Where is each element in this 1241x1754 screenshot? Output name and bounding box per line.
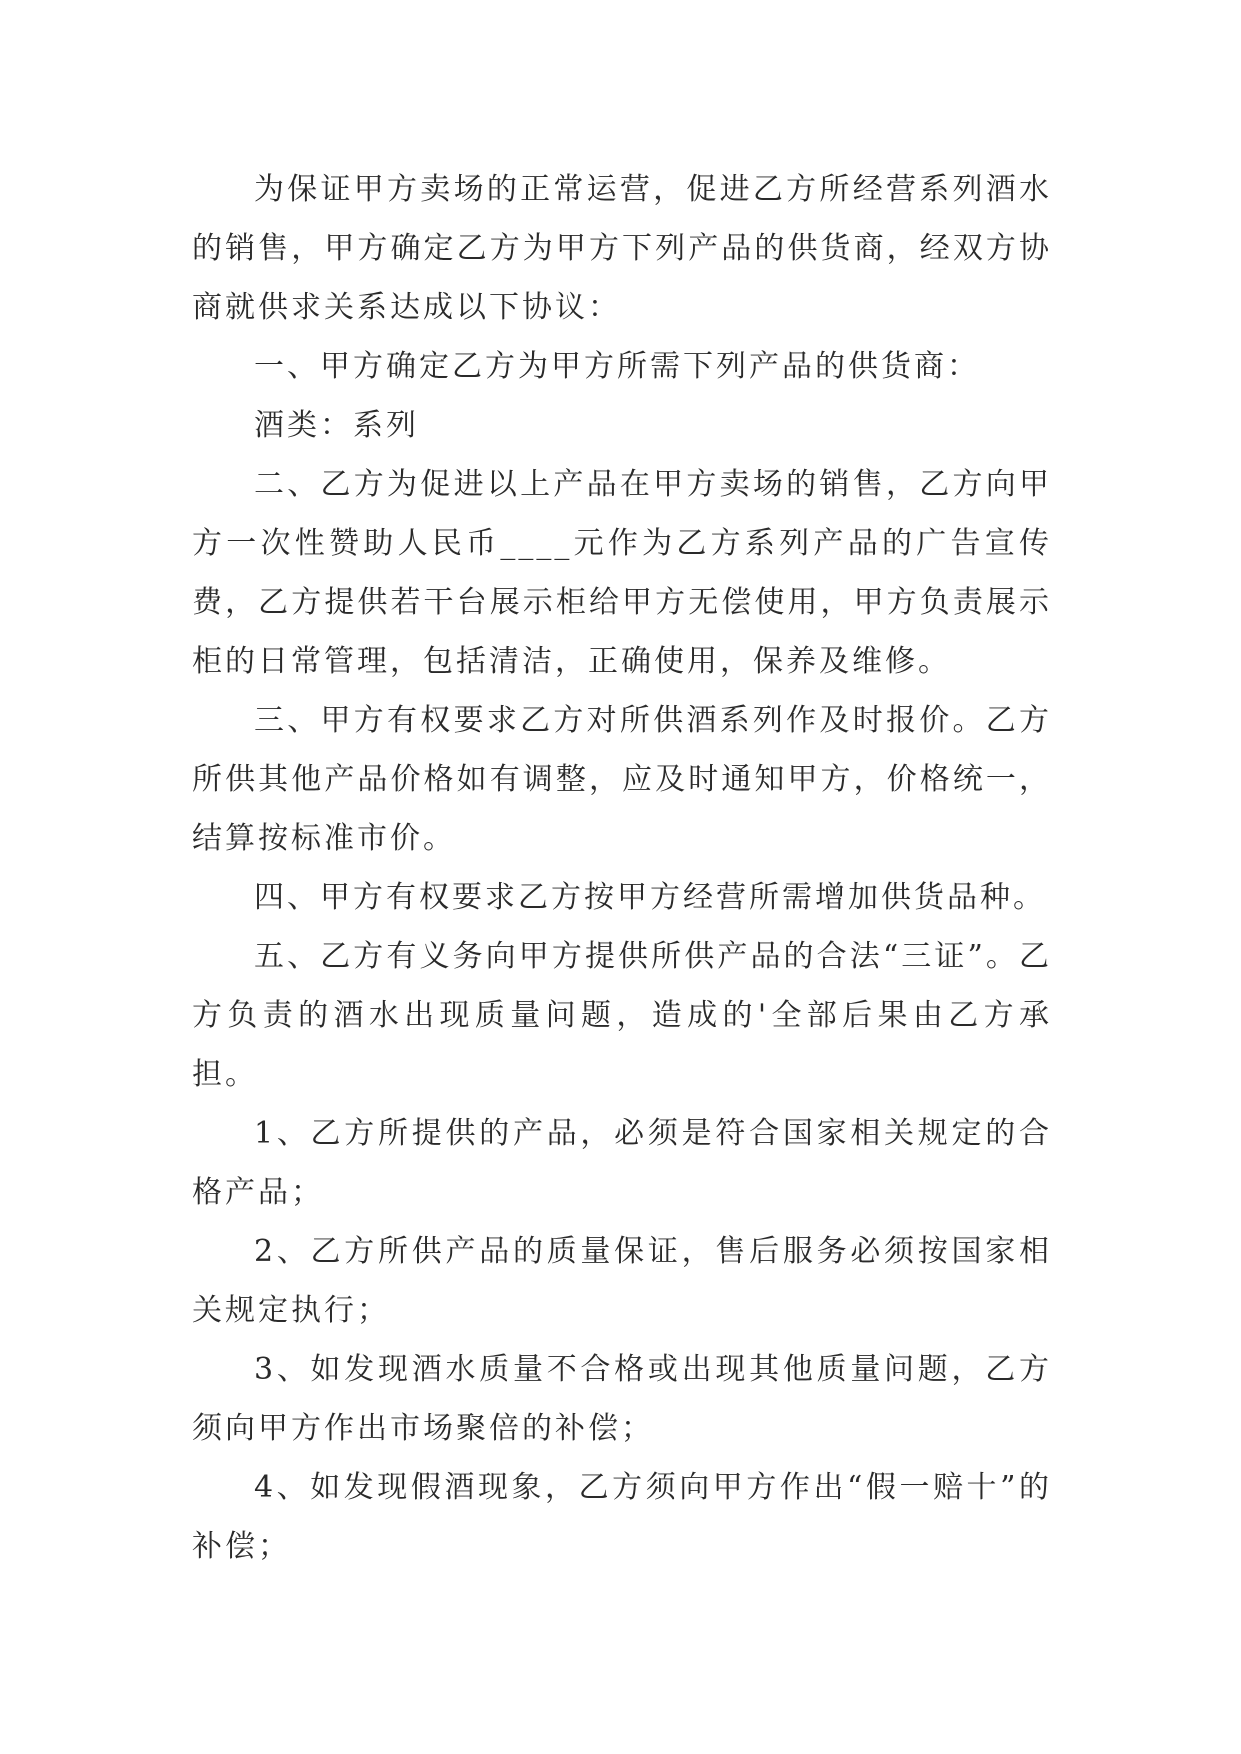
paragraph-intro: 为保证甲方卖场的正常运营，促进乙方所经营系列酒水的销售，甲方确定乙方为甲方下列产品的供货商，经双方协商就供求关系达成以下协议： <box>192 172 1052 325</box>
paragraph-clause-2: 二、乙方为促进以上产品在甲方卖场的销售，乙方向甲方一次性赞助人民币____元作为乙方系列产品的广告宣传费，乙方提供若干台展示柜给甲方无偿使用，甲方负责展示柜的日常管理，包括清洁，正确使用，保养及维修。 <box>192 467 1052 679</box>
paragraph-clause-1: 一、甲方确定乙方为甲方所需下列产品的供货商： <box>254 349 980 384</box>
paragraph-clause-4: 四、甲方有权要求乙方按甲方经营所需增加供货品种。 <box>254 880 1046 915</box>
paragraph-item-2: 2、乙方所供产品的质量保证，售后服务必须按国家相关规定执行； <box>192 1234 1052 1328</box>
paragraph-item-1: 1、乙方所提供的产品，必须是符合国家相关规定的合格产品； <box>192 1116 1052 1210</box>
document-body <box>192 160 1052 1576</box>
paragraph-item-4: 4、如发现假酒现象，乙方须向甲方作出“假一赔十”的补偿； <box>192 1470 1052 1564</box>
paragraph-clause-5: 五、乙方有义务向甲方提供所供产品的合法“三证”。乙方负责的酒水出现质量问题，造成的'全部后果由乙方承担。 <box>192 939 1052 1092</box>
paragraph-liquor-type: 酒类：系列 <box>254 408 419 443</box>
paragraph-item-3: 3、如发现酒水质量不合格或出现其他质量问题，乙方须向甲方作出市场聚倍的补偿； <box>192 1352 1052 1446</box>
paragraph-clause-3: 三、甲方有权要求乙方对所供酒系列作及时报价。乙方所供其他产品价格如有调整，应及时通知甲方，价格统一，结算按标准市价。 <box>192 703 1052 856</box>
